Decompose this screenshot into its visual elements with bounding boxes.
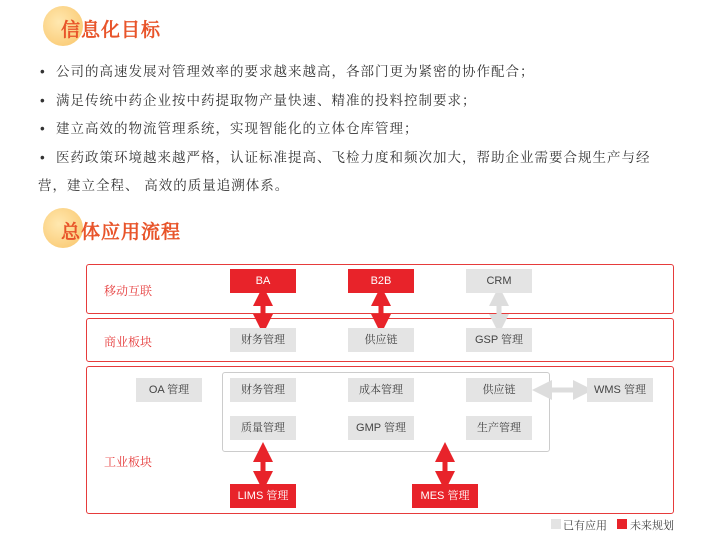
goal-item: • 满足传统中药企业按中药提取物产量快速、精准的投料控制要求； bbox=[38, 87, 723, 116]
box-finance: 财务管理 bbox=[230, 328, 296, 352]
legend-existing: 已有应用 bbox=[563, 520, 607, 532]
box-b2b: B2B bbox=[348, 269, 414, 293]
heading-title: 信息化目标 bbox=[61, 20, 162, 41]
row-label-industry: 工业板块 bbox=[104, 455, 153, 469]
legend-swatch-existing bbox=[551, 519, 561, 529]
heading-title: 总体应用流程 bbox=[61, 222, 182, 243]
box-oa: OA 管理 bbox=[136, 378, 202, 402]
box-gsp: GSP 管理 bbox=[466, 328, 532, 352]
box-wms: WMS 管理 bbox=[587, 378, 653, 402]
box-mes: MES 管理 bbox=[412, 484, 478, 508]
box-ind-supply: 供应链 bbox=[466, 378, 532, 402]
box-ba: BA bbox=[230, 269, 296, 293]
goal-item: • 建立高效的物流管理系统，实现智能化的立体仓库管理； bbox=[38, 115, 723, 144]
box-quality: 质量管理 bbox=[230, 416, 296, 440]
box-crm: CRM bbox=[466, 269, 532, 293]
box-gmp: GMP 管理 bbox=[348, 416, 414, 440]
row-label-mobile: 移动互联 bbox=[104, 284, 153, 298]
goal-item: • 公司的高速发展对管理效率的要求越来越高，各部门更为紧密的协作配合； bbox=[38, 58, 723, 87]
box-ind-finance: 财务管理 bbox=[230, 378, 296, 402]
box-lims: LIMS 管理 bbox=[230, 484, 296, 508]
row-label-business: 商业板块 bbox=[104, 335, 153, 349]
legend-planned: 未来规划 bbox=[630, 520, 674, 532]
box-production: 生产管理 bbox=[466, 416, 532, 440]
legend-swatch-planned bbox=[617, 519, 627, 529]
box-supply-chain: 供应链 bbox=[348, 328, 414, 352]
box-ind-cost: 成本管理 bbox=[348, 378, 414, 402]
goal-item-continuation: 营，建立全程、 高效的质量追溯体系。 bbox=[38, 178, 290, 193]
goal-item: • 医药政策环境越来越严格，认证标准提高、飞检力度和频次加大，帮助企业需要合规生产与经 bbox=[38, 144, 723, 173]
